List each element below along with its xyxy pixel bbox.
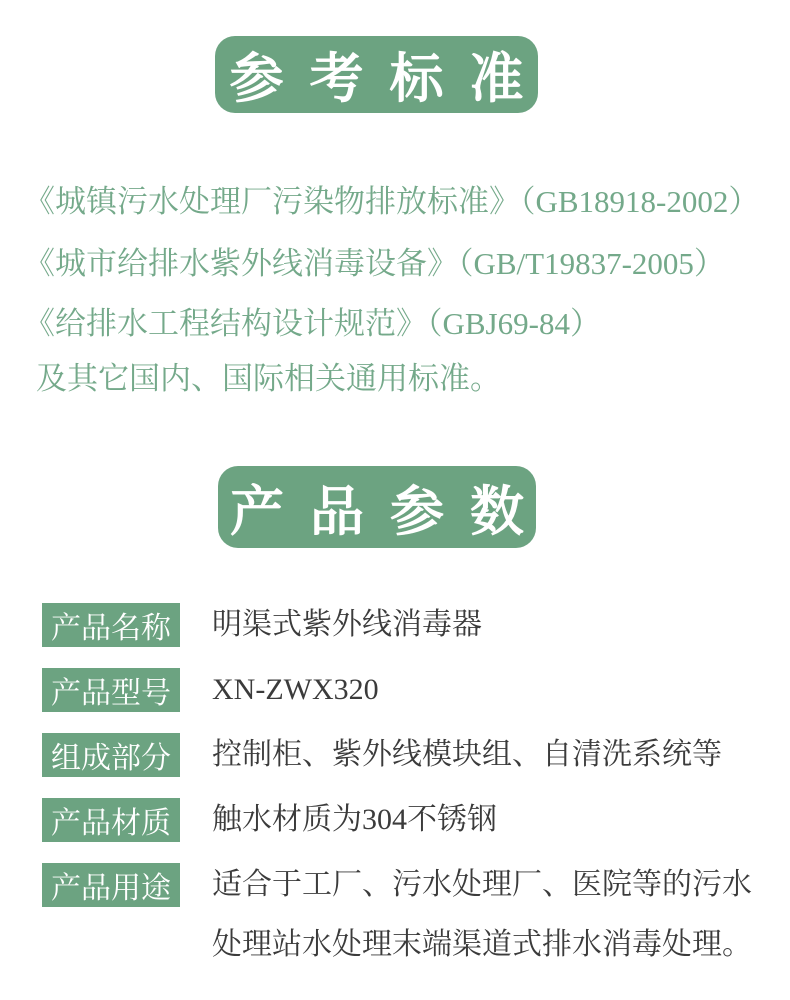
param-label: 产品用途 [42, 863, 180, 907]
standard-line: 《城市给排水紫外线消毒设备》（GB/T19837-2005） [24, 246, 725, 281]
param-value: 明渠式紫外线消毒器 [212, 608, 482, 641]
product-parameters-banner: 产品参数 [218, 466, 536, 548]
standard-line: 《城镇污水处理厂污染物排放标准》（GB18918-2002） [24, 184, 760, 219]
param-row-usage [42, 855, 762, 975]
param-label: 产品材质 [42, 798, 180, 842]
param-row-product-model [42, 660, 762, 720]
param-label: 组成部分 [42, 733, 180, 777]
standard-line: 《给排水工程结构设计规范》（GBJ69-84） [24, 306, 601, 341]
param-value: 适合于工厂、污水处理厂、医院等的污水处理站水处理末端渠道式排水消毒处理。 [212, 868, 752, 961]
param-value: 控制柜、紫外线模块组、自清洗系统等 [212, 738, 722, 771]
param-value: XN-ZWX320 [212, 673, 379, 706]
param-label: 产品名称 [42, 603, 180, 647]
param-row-material [42, 790, 762, 850]
standard-line: 及其它国内、国际相关通用标准。 [36, 361, 501, 396]
param-value: 触水材质为304不锈钢 [212, 803, 497, 836]
reference-standards-banner: 参考标准 [215, 36, 538, 113]
param-label: 产品型号 [42, 668, 180, 712]
param-row-product-name [42, 595, 762, 655]
param-row-components [42, 725, 762, 785]
